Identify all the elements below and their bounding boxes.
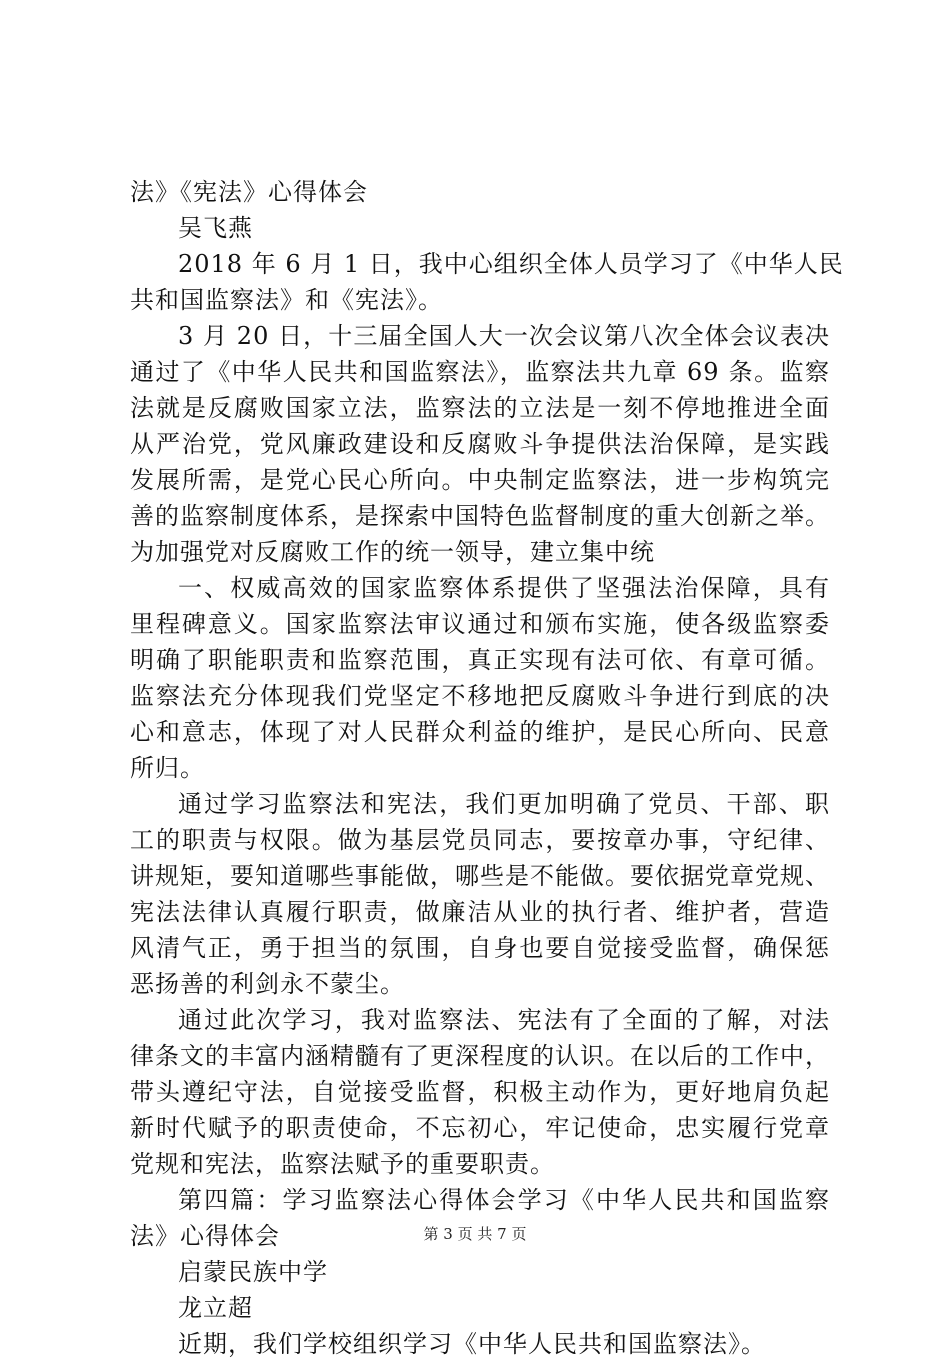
text-line: 通过学习监察法和宪法，我们更加明确了党员、干部、职 bbox=[178, 790, 830, 818]
text-line: 近期，我们学校组织学习《中华人民共和国监察法》。 bbox=[178, 1330, 766, 1358]
text-line: 善的监察制度体系，是探索中国特色监督制度的重大创新之举。 bbox=[130, 502, 830, 530]
text-line: 新时代赋予的职责使命，不忘初心，牢记使命，忠实履行党章 bbox=[130, 1114, 830, 1142]
text-line: 法就是反腐败国家立法，监察法的立法是一刻不停地推进全面 bbox=[130, 394, 830, 422]
text-line: 宪法法律认真履行职责，做廉洁从业的执行者、维护者，营造 bbox=[130, 898, 830, 926]
text-line: 明确了职能职责和监察范围，真正实现有法可依、有章可循。 bbox=[130, 646, 830, 674]
text-line: 工的职责与权限。做为基层党员同志，要按章办事，守纪律、 bbox=[130, 826, 830, 854]
text-line: 从严治党，党风廉政建设和反腐败斗争提供法治保障，是实践 bbox=[130, 430, 830, 458]
text-line: 吴飞燕 bbox=[178, 214, 253, 242]
text-line: 3 月 20 日，十三届全国人大一次会议第八次全体会议表决 bbox=[178, 322, 830, 350]
text-line: 监察法充分体现我们党坚定不移地把反腐败斗争进行到底的决 bbox=[130, 682, 830, 710]
text-line: 律条文的丰富内涵精髓有了更深程度的认识。在以后的工作中， bbox=[130, 1042, 830, 1070]
text-line: 法》《宪法》心得体会 bbox=[130, 178, 368, 206]
text-line: 一、权威高效的国家监察体系提供了坚强法治保障，具有 bbox=[178, 574, 830, 602]
text-line: 心和意志，体现了对人民群众利益的维护，是民心所向、民意 bbox=[130, 718, 830, 746]
text-line: 通过此次学习，我对监察法、宪法有了全面的了解，对法 bbox=[178, 1006, 830, 1034]
text-line: 党规和宪法，监察法赋予的重要职责。 bbox=[130, 1150, 555, 1178]
text-line: 所归。 bbox=[130, 754, 205, 782]
text-line: 带头遵纪守法，自觉接受监督，积极主动作为，更好地肩负起 bbox=[130, 1078, 830, 1106]
page-footer: 第 3 页 共 7 页 bbox=[423, 1225, 527, 1243]
text-line: 讲规矩，要知道哪些事能做，哪些是不能做。要依据党章党规、 bbox=[130, 862, 830, 890]
text-line: 2018 年 6 月 1 日，我中心组织全体人员学习了《中华人民 bbox=[178, 250, 844, 278]
document-body bbox=[130, 174, 850, 1362]
text-line: 法》心得体会 bbox=[130, 1222, 280, 1250]
text-line: 共和国监察法》和《宪法》。 bbox=[130, 286, 443, 314]
text-line: 第四篇：学习监察法心得体会学习《中华人民共和国监察 bbox=[178, 1186, 830, 1214]
text-line: 启蒙民族中学 bbox=[178, 1258, 328, 1286]
text-line: 通过了《中华人民共和国监察法》，监察法共九章 69 条。监察 bbox=[130, 358, 830, 386]
text-line: 龙立超 bbox=[178, 1294, 253, 1322]
text-line: 恶扬善的利剑永不蒙尘。 bbox=[130, 970, 405, 998]
text-line: 发展所需，是党心民心所向。中央制定监察法，进一步构筑完 bbox=[130, 466, 830, 494]
text-line: 为加强党对反腐败工作的统一领导，建立集中统 bbox=[130, 538, 655, 566]
text-line: 风清气正，勇于担当的氛围，自身也要自觉接受监督，确保惩 bbox=[130, 934, 830, 962]
text-line: 里程碑意义。国家监察法审议通过和颁布实施，使各级监察委 bbox=[130, 610, 830, 638]
